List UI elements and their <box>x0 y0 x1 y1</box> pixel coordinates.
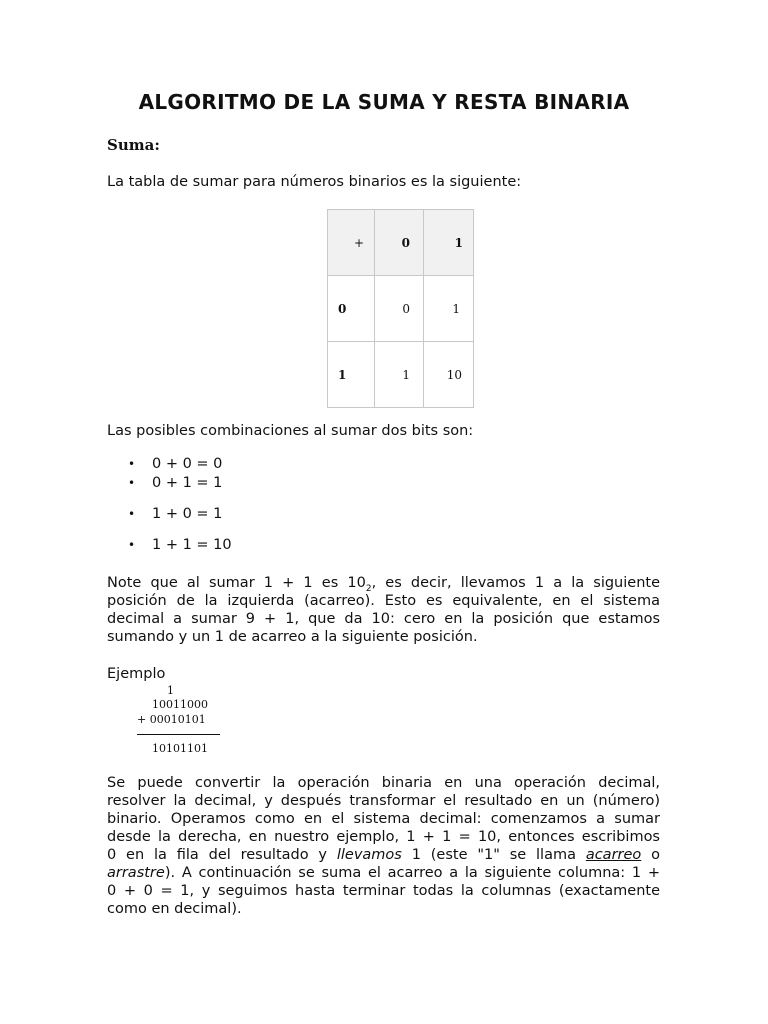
section-heading-suma: Suma: <box>107 136 160 154</box>
intro-text: La tabla de sumar para números binarios es la siguiente: <box>107 174 522 190</box>
table-row <box>328 276 474 342</box>
addition-table <box>327 209 474 408</box>
table-header-row <box>328 210 474 276</box>
combinations-intro: Las posibles combinaciones al sumar dos bits son: <box>107 423 474 439</box>
note-paragraph: Note que al sumar 1 + 1 es $10_2$, es decir, llevamos 1 a la siguiente posición de la izquierda (acarreo). Esto es equivalente, en el sistema decimal a sumar 9 + 1, que da 10: cero en la posición que estamos sumando y un 1 de acarreo a la siguiente posición. <box>107 575 660 645</box>
table-row <box>328 342 474 408</box>
sum-rule-line <box>137 734 220 735</box>
table-header-cell: 0 <box>375 210 424 276</box>
page-title: ALGORITMO DE LA SUMA Y RESTA BINARIA <box>138 90 630 114</box>
example-result: 10101101 <box>152 742 208 755</box>
example-operand-2: + 00010101 <box>137 713 206 726</box>
table-cell: 0 <box>328 276 375 342</box>
table-cell: 1 <box>328 342 375 408</box>
table-cell: 0 <box>375 276 424 342</box>
document-page: ALGORITMO DE LA SUMA Y RESTA BINARIA Suma: La tabla de sumar para números binarios es la siguiente: + 0 1 0 0 1 1 1 10 Las posibles combinaciones al sumar dos bits son: 0 + 0 = 0 0 + 1 = 1 1 + 0 = 1 1 + 1 = 10 Note que al sumar 1 + 1 es $10_2$, es decir, llevamos 1 a la siguiente posición de la izquierda (acarreo). Esto es equivalente, en el sistema decimal a sumar 9 + 1, que da 10: cero en la posición que estamos sumando y un 1 de acarreo a la siguiente posición. Ejemplo 1 10011000 + 00010101 10101101 Se puede convertir la operación binaria en una operación decimal, resolver la decimal, y después transformar el resultado en un (número) binario. Operamos como en el sistema decimal: comenzamos a sumar desde la derecha, en nuestro ejemplo, 1 + 1 = 10, entonces escribimos 0 en la fila del resultado y llevamos 1 (este "1" se llama acarreo o arrastre). A continuación se suma el acarreo a la siguiente columna: 1 + 0 + 0 = 1, y seguimos hasta terminar todas la columnas (exactamente como en decimal). <box>0 0 768 1024</box>
table-cell: 10 <box>424 342 474 408</box>
explanation-paragraph: Se puede convertir la operación binaria en una operación decimal, resolver la decimal, y después transformar el resultado en un (número) binario. Operamos como en el sistema decimal: comenzamos a sumar desde la derecha, en nuestro ejemplo, 1 + 1 = 10, entonces escribimos 0 en la fila del resultado y llevamos 1 (este "1" se llama acarreo o arrastre). A continuación se suma el acarreo a la siguiente columna: 1 + 0 + 0 = 1, y seguimos hasta terminar todas la columnas (exactamente como en decimal). <box>107 775 661 917</box>
example-label: Ejemplo <box>107 666 166 682</box>
table-header-cell: 1 <box>424 210 474 276</box>
table-header-cell: + <box>328 210 375 276</box>
example-carry: 1 <box>167 684 174 697</box>
example-operand-1: 10011000 <box>152 698 208 711</box>
table-cell: 1 <box>424 276 474 342</box>
table-cell: 1 <box>375 342 424 408</box>
